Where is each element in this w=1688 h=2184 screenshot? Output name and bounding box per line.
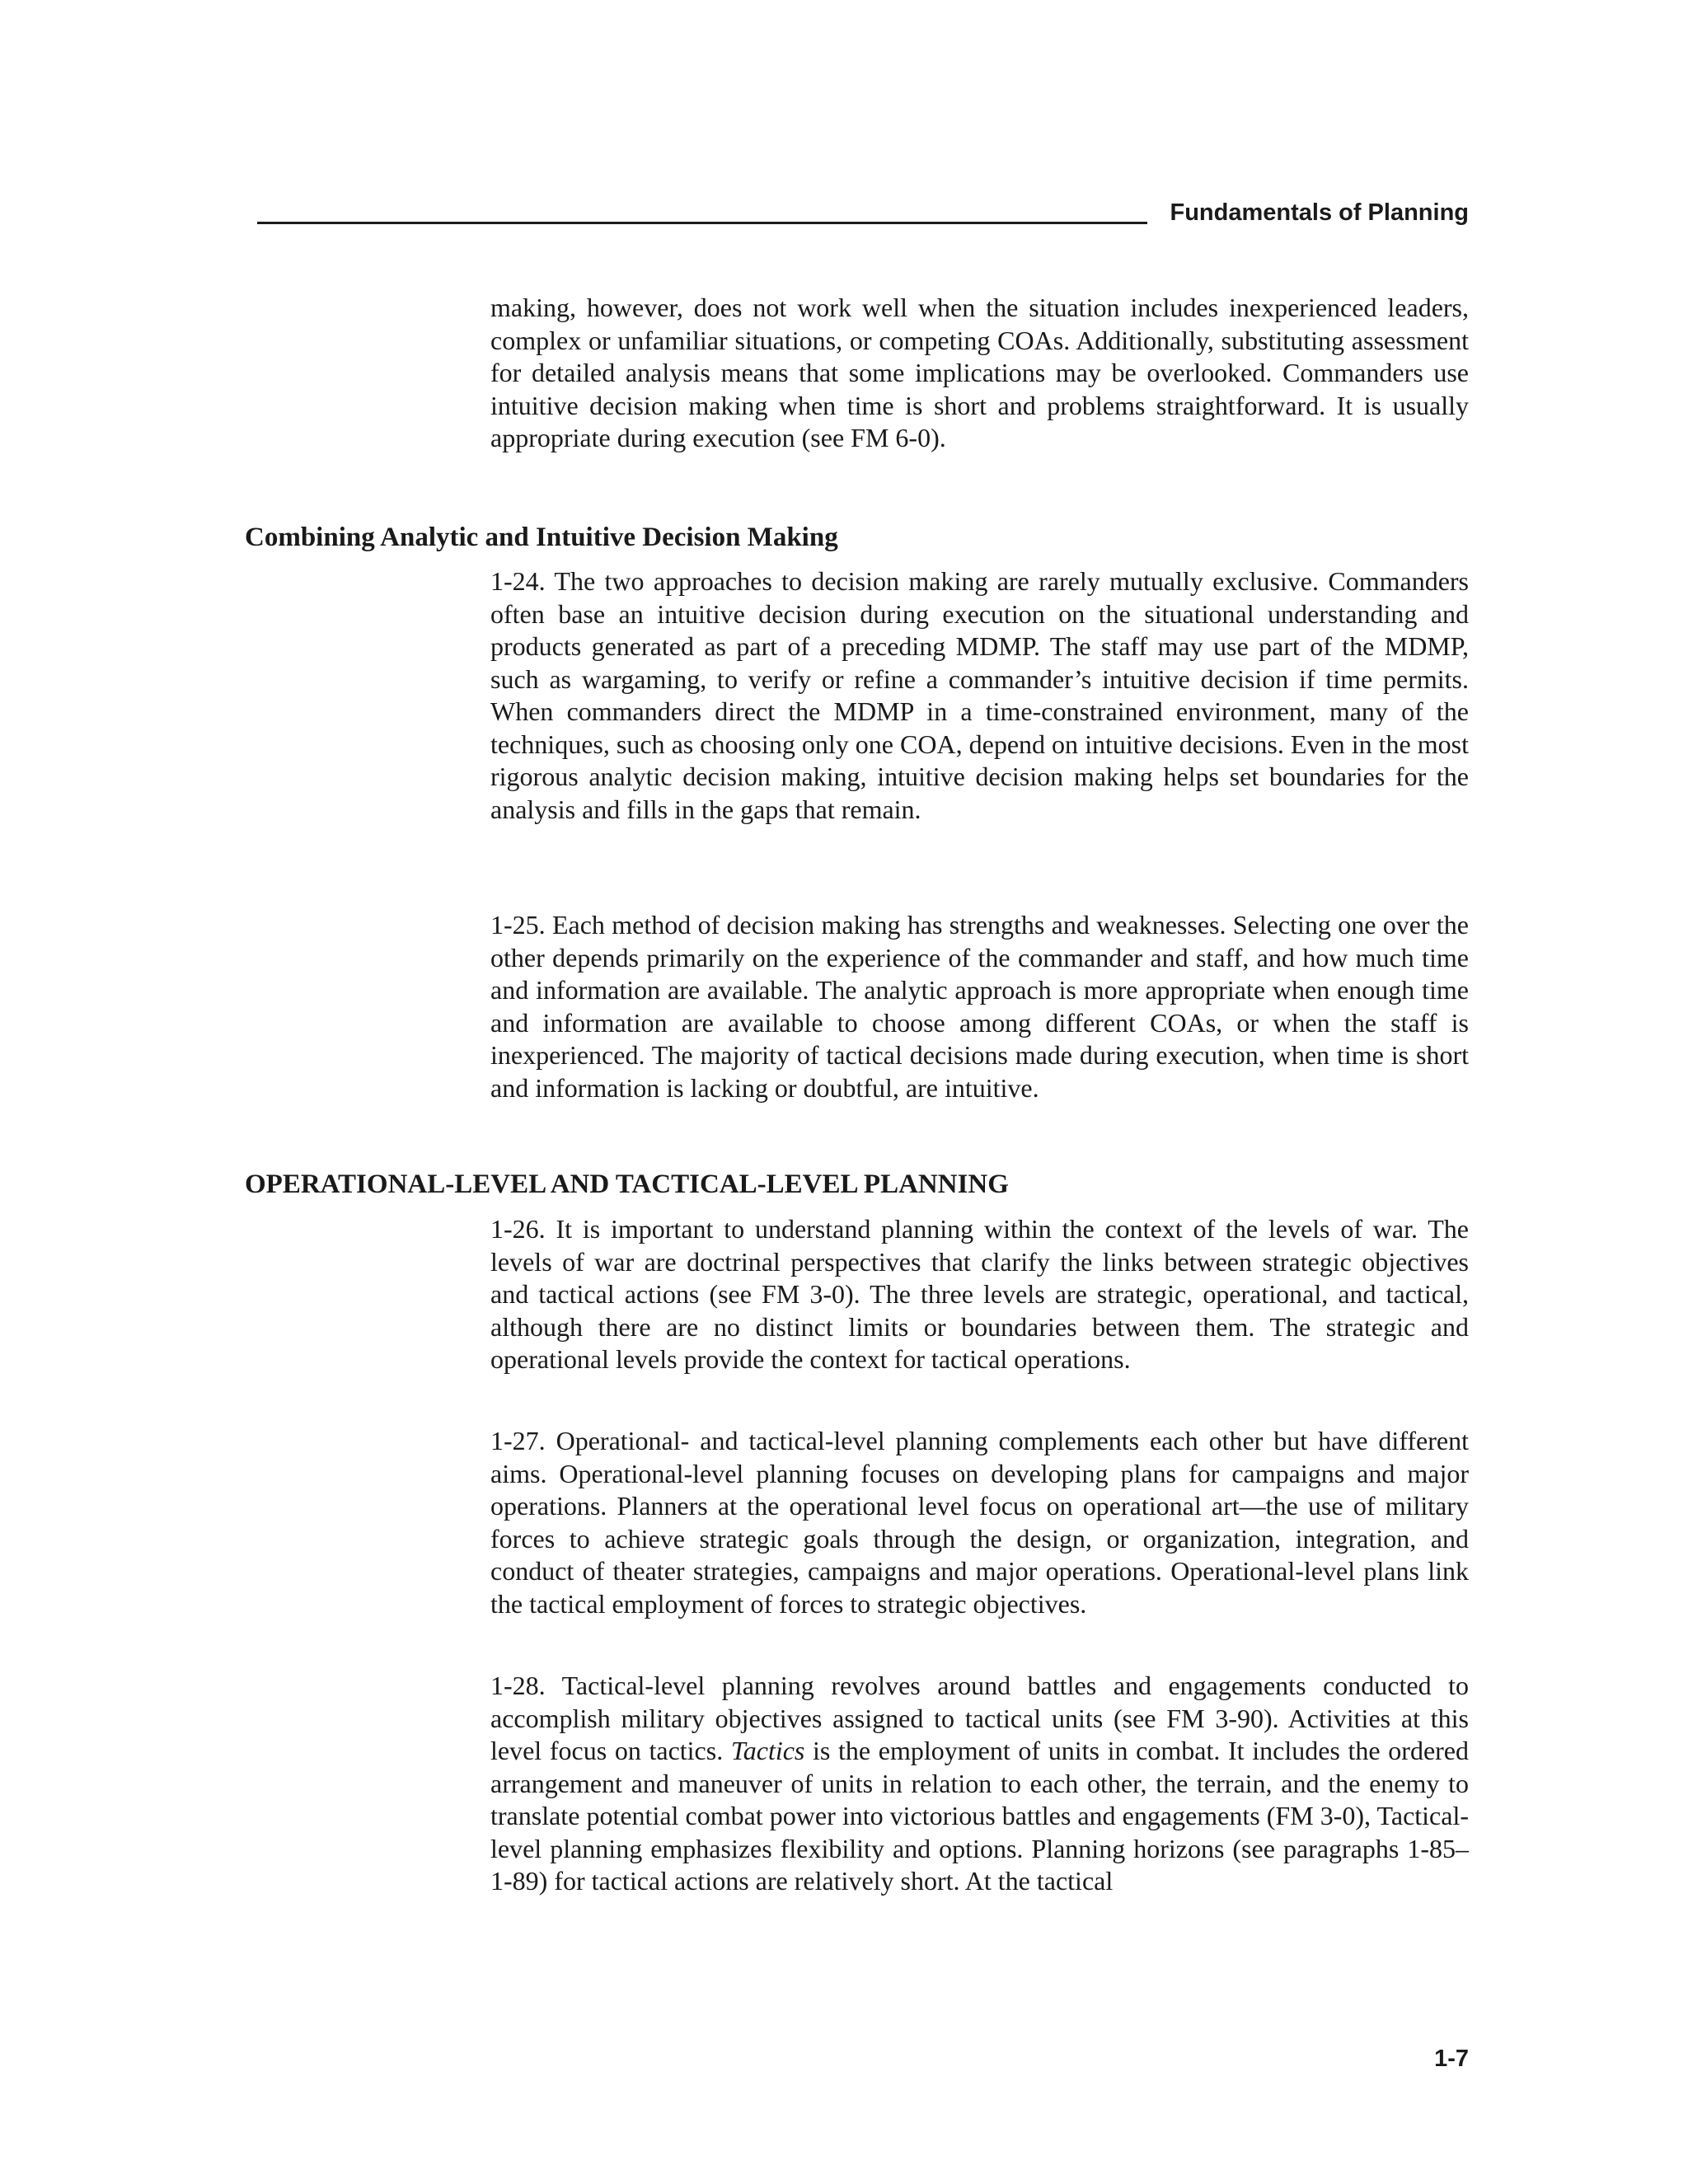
section-heading-combining: Combining Analytic and Intuitive Decision Making [245, 523, 838, 552]
paragraph-intro: making, however, does not work well when the situation includes inexperienced leaders, complex or unfamiliar situations, or competing COAs. Additionally, substituting assessment for detailed analysis means that some implications may be overlooked. Commanders use intuitive decision making when time is short and problems straightforward. It is usually appropriate during execution (see FM 6-0). [490, 293, 1469, 452]
paragraph-1-28-text-b: is the employment of units in combat. It includes the ordered arrangement and maneuver of units in relation to each other, the terrain, and the enemy to translate potential combat power into victorious battles and engagements (FM 3-0), Tactical-level planning emphasizes flexibility and options. Planning horizons (see paragraphs 1-85–1-89) for tactical actions are relatively short. At the tactical [490, 1736, 1470, 1896]
page-number: 1-7 [1434, 2046, 1469, 2072]
paragraph-1-26: 1-26. It is important to understand planning within the context of the levels of war. The levels of war are doctrinal perspectives that clarify the links between strategic objectives and tactical actions (see FM 3-0). The three levels are strategic, operational, and tactical, although there are no distinct limits or boundaries between them. The strategic and operational levels provide the context for tactical operations. [490, 1214, 1469, 1374]
paragraph-1-24: 1-24. The two approaches to decision making are rarely mutually exclusive. Commanders often base an intuitive decision during execution on the situational understanding and products generated as part of a preceding MDMP. The staff may use part of the MDMP, such as wargaming, to verify or refine a commander’s intuitive decision if time permits. When commanders direct the MDMP in a time-constrained environment, many of the techniques, such as choosing only one COA, depend on intuitive decisions. Even in the most rigorous analytic decision making, intuitive decision making helps set boundaries for the analysis and fills in the gaps that remain. [490, 566, 1469, 824]
paragraph-1-25: 1-25. Each method of decision making has strengths and weaknesses. Selecting one over the other depends primarily on the experience of the commander and staff, and how much time and information are available. The analytic approach is more appropriate when enough time and information are available to choose among different COAs, or when the staff is inexperienced. The majority of tactical decisions made during execution, when time is short and information is lacking or doubtful, are intuitive. [490, 910, 1469, 1103]
header-title: Fundamentals of Planning [1170, 199, 1469, 226]
paragraph-1-28 [490, 1670, 1469, 1898]
section-heading-operational: OPERATIONAL-LEVEL AND TACTICAL-LEVEL PLANNING [245, 1169, 1009, 1199]
running-header [257, 194, 1469, 227]
paragraph-1-28-text-a: 1-28. Tactical-level planning revolves around battles and engagements conducted to accomplish military objectives assigned to tactical units (see FM 3-90). Activities at this level focus on tactics. [490, 1671, 1469, 1765]
term-tactics: Tactics [730, 1736, 805, 1765]
paragraph-1-27: 1-27. Operational- and tactical-level planning complements each other but have different aims. Operational-level planning focuses on developing plans for campaigns and major operations. Planners at the operational level focus on operational art—the use of military forces to achieve strategic goals through the design, or organization, integration, and conduct of theater strategies, campaigns and major operations. Operational-level plans link the tactical employment of forces to strategic objectives. [490, 1426, 1469, 1619]
header-rule [257, 222, 1147, 224]
